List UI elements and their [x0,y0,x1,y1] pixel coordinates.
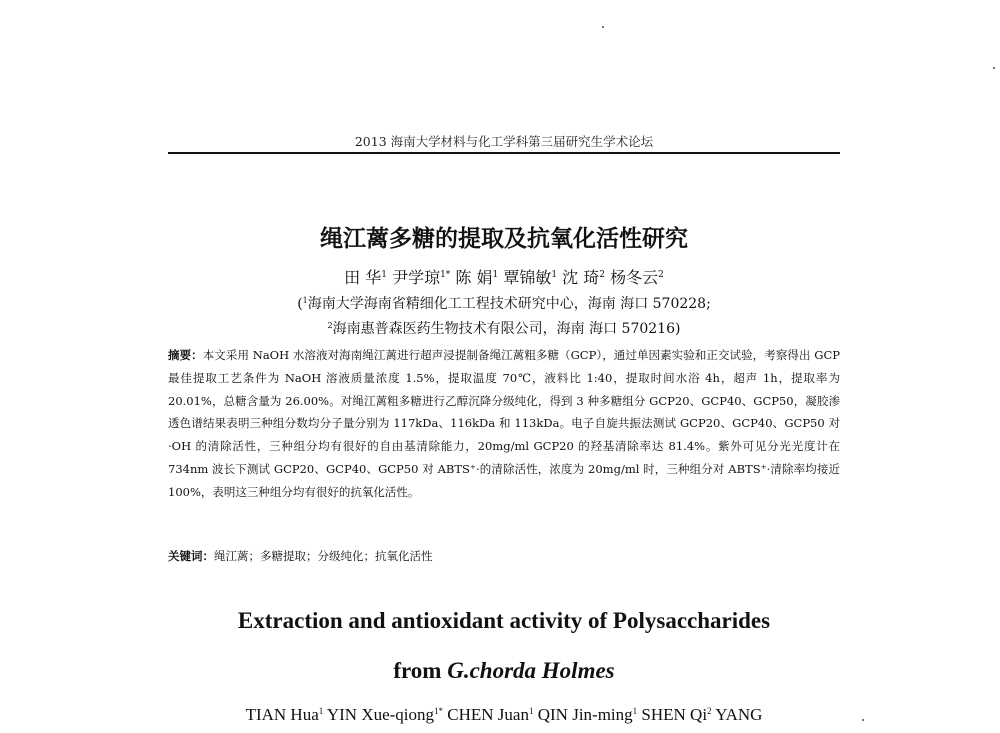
author-mark: 1 [528,706,534,716]
affiliation-text: 海南惠普森医药生物技术有限公司，海南 海口 570216) [332,321,681,337]
abstract-text: 本文采用 NaOH 水溶液对海南绳江蓠进行超声浸提制备绳江蓠粗多糖（GCP），通过单因素实验和正交试验，考察得出 GCP 最佳提取工艺条件为 NaOH 溶液质量浓度 1.5%，提取温度 70℃，液料比 1:40，提取时间水浴 4h，超声 1h，提取率为 20.01%，总糖含量为 26.00%。对绳江蓠粗多糖进行乙醇沉降分级纯化，得到 3 种多糖组分 GCP20、GCP40、GCP50，凝胶渗透色谱结果表明三种组分数均分子量分别为 117kDa、116kDa 和 113kDa。电子自旋共振法测试 GCP20、GCP40、GCP50 对·OH 的清除活性，三种组分均有很好的自由基清除能力，20mg/ml GCP20 的羟基清除率达 81.4%。紫外可见分光光度计在 734nm 波长下测试 GCP20、GCP40、GCP50 对 ABTS⁺·的清除活性，浓度为 20mg/ml 时，三种组分对 ABTS⁺·清除率均接近 100%，表明这三种组分均有很好的抗氧化活性。 [168,348,841,499]
scan-speck [862,719,864,721]
author-mark: 1 [492,270,499,280]
header-rule [168,152,840,154]
abstract [168,344,840,504]
affiliation-mark: 2 [327,321,333,330]
author-name: TIAN Hua [245,705,319,724]
affiliation-2 [168,316,840,339]
author-name: CHEN Juan [447,705,529,724]
author-mark: 2 [599,270,605,280]
chinese-title: 绳江蓠多糖的提取及抗氧化活性研究 [320,226,688,252]
author-mark: 2 [658,270,664,280]
english-title-line-1: Extraction and antioxidant activity of Polysaccharides [237,608,771,633]
affiliation-1: ($^1$海南大学海南省精细化工工程技术研究中心，海南 海口 570228; [297,296,711,312]
author-name: SHEN Qi [641,705,708,724]
author-mark: 2 [707,706,712,716]
scan-speck [993,67,995,69]
keywords [168,546,840,566]
keywords-text: 绳江蓠；多糖提取；分级纯化；抗氧化活性 [214,549,433,563]
abstract-label: 摘要： [168,348,203,362]
author-name: YANG [715,705,763,724]
author-mark: 1 [381,270,387,280]
author-name: QIN Jin-ming [537,705,633,724]
author-name: 田 华 [344,268,382,287]
affiliation-text: 海南大学海南省精细化工工程技术研究中心，海南 海口 570228; [307,296,711,312]
author-mark: 1 [318,706,324,716]
english-title-prefix: from [393,658,448,683]
author-name: 陈 娟 [455,268,493,287]
author-name: YIN Xue-qiong [326,705,435,724]
author-mark: 1 [632,706,638,716]
author-name: 杨冬云 [610,268,659,287]
author-name: 沈 琦 [562,268,600,287]
english-title-line-2 [168,656,840,686]
author-mark: 1 [551,270,558,280]
scan-speck [602,26,604,28]
author-mark: 1* [434,706,444,716]
keywords-label: 关键词： [168,549,214,563]
chinese-author-list [168,264,840,289]
conference-header: 2013 海南大学材料与化工学科第三届研究生学术论坛 [354,134,654,149]
english-author-list [168,698,840,728]
author-mark: 1* [440,270,451,280]
author-name: 尹学琼 [392,268,441,287]
author-name: 覃锦敏 [503,268,552,287]
affiliation-mark: 1 [302,296,308,305]
english-title-species: G.chorda Holmes [447,658,615,683]
